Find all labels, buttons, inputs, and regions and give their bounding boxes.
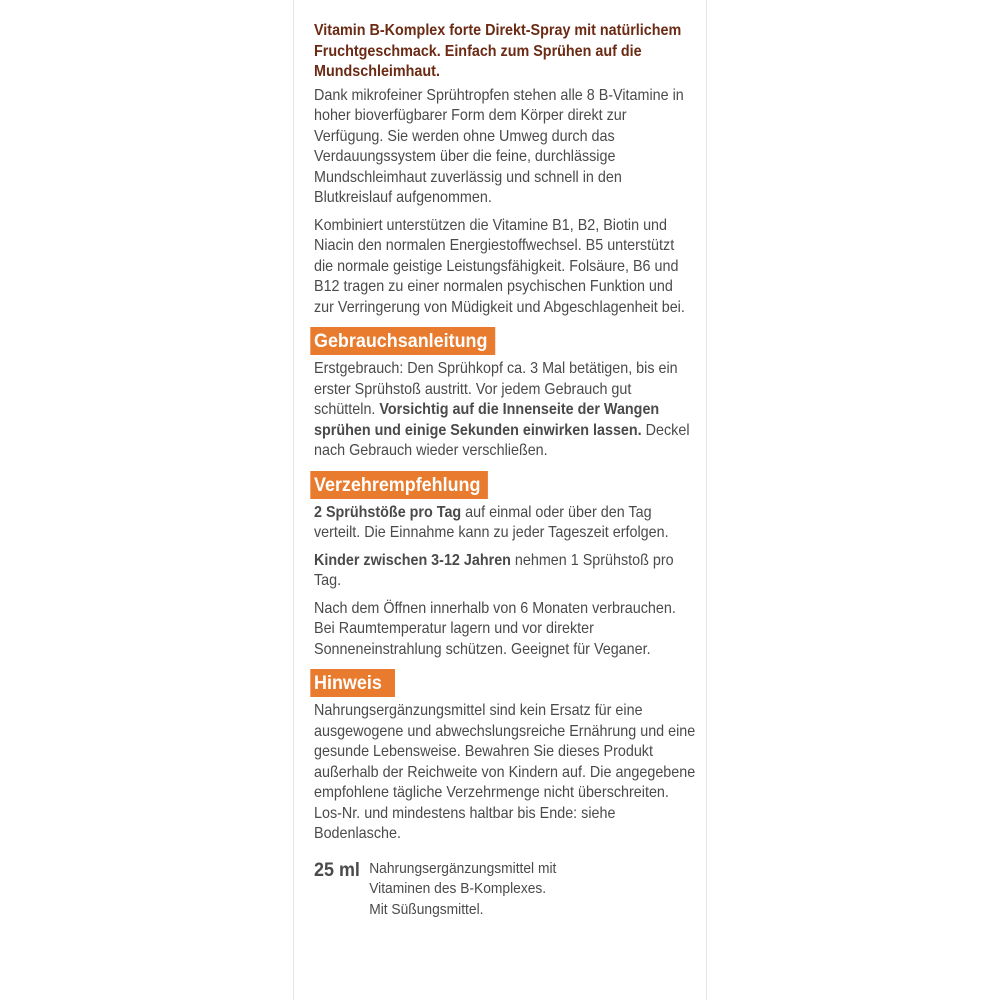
description-paragraph-2: Kombiniert unterstützen die Vitamine B1, B2, Biotin und Niacin den normalen Energiestoffwechsel. B5 unterstützt die normale geistige Leistungsfähigkeit. Folsäure, B6 und B12 tragen zu einer normalen psychischen Funktion und zur Verringerung von Müdigkeit und Abgeschlagenheit bei. bbox=[314, 216, 685, 316]
dosage-adult bbox=[314, 503, 696, 544]
usage-text bbox=[314, 359, 696, 462]
volume-description bbox=[369, 859, 556, 921]
product-intro: Vitamin B-Komplex forte Direkt-Spray mit natürlichem Fruchtgeschmack. Einfach zum Sprühen auf die Mundschleimhaut. bbox=[314, 22, 682, 80]
volume-label: 25 ml bbox=[314, 858, 360, 881]
dosage-child-text: nehmen 1 Sprühstoß pro Tag. bbox=[314, 551, 674, 589]
dosage-adult-bold: 2 Sprühstöße pro Tag bbox=[314, 503, 462, 521]
storage-text: Nach dem Öffnen innerhalb von 6 Monaten verbrauchen. Bei Raumtemperatur lagern und vor direkter Sonneneinstrahlung schützen. Geeignet für Veganer. bbox=[314, 599, 676, 658]
volume-line-1: Nahrungsergänzungsmittel mit bbox=[369, 859, 557, 877]
volume-line-3: Mit Süßungsmittel. bbox=[369, 900, 484, 918]
usage-heading: Gebrauchsanleitung bbox=[310, 327, 495, 355]
dosage-child-bold: Kinder zwischen 3-12 Jahren bbox=[314, 551, 511, 569]
description-paragraph-1: Dank mikrofeiner Sprühtropfen stehen alle 8 B-Vitamine in hoher bioverfügbarer Form dem Körper direkt zur Verfügung. Sie werden ohne Umweg durch das Verdauungssystem über die feine, durchlässige Mundschleimhaut zuverlässig und schnell in den Blutkreislauf aufgenommen. bbox=[314, 86, 684, 206]
dosage-adult-text: auf einmal oder über den Tag verteilt. Die Einnahme kann zu jeder Tageszeit erfolgen. bbox=[314, 503, 669, 541]
usage-text-bold: Vorsichtig auf die Innenseite der Wangen sprühen und einige Sekunden einwirken lassen. bbox=[314, 401, 660, 439]
notice-text: Nahrungsergänzungsmittel sind kein Ersatz für eine ausgewogene und abwechslungsreiche Ernährung und eine gesunde Lebensweise. Bewahren Sie dieses Produkt außerhalb der Reichweite von Kindern auf. Die angegebene empfohlene tägliche Verzehrmenge nicht überschreiten. Los-Nr. und mindestens haltbar bis Ende: siehe Bodenlasche. bbox=[314, 702, 696, 842]
dosage-child bbox=[314, 551, 696, 592]
notice-heading: Hinweis bbox=[310, 669, 394, 697]
volume-line-2: Vitaminen des B-Komplexes. bbox=[369, 880, 547, 897]
usage-text-b: Deckel nach Gebrauch wieder verschließen. bbox=[314, 421, 690, 459]
package-text bbox=[314, 21, 696, 920]
dosage-heading: Verzehrempfehlung bbox=[310, 471, 488, 499]
usage-text-a: Erstgebrauch: Den Sprühkopf ca. 3 Mal betätigen, bis ein erster Sprühstoß austritt. Vor jedem Gebrauch gut schütteln. bbox=[314, 360, 678, 418]
footer-block bbox=[314, 859, 696, 921]
